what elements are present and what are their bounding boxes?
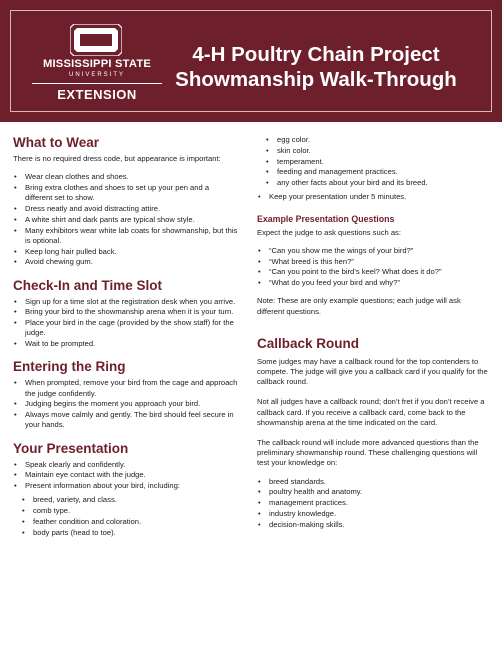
callback-heading: Callback Round	[257, 335, 360, 351]
list-item: • breed standards.	[257, 477, 489, 487]
presentation-list	[13, 460, 238, 492]
list-item: • comb type.	[13, 506, 238, 516]
left-column	[13, 134, 238, 539]
list-item: • Keep your presentation under 5 minutes.	[257, 192, 489, 202]
what-to-wear-list	[13, 172, 238, 267]
list-item: • Present information about your bird, including:	[13, 481, 238, 491]
check-in-list	[13, 297, 238, 350]
header-banner	[0, 0, 502, 122]
list-item: • skin color.	[257, 146, 489, 156]
list-item: • Speak clearly and confidently.	[13, 460, 238, 470]
what-to-wear-heading: What to Wear	[13, 135, 100, 150]
title-line-1: 4-H Poultry Chain Project	[192, 43, 440, 66]
list-item: • Maintain eye contact with the judge.	[13, 470, 238, 480]
callback-paragraph-1: Some judges may have a callback round for the top contenders to compete. The judge will give you a callback card if you qualify for the callback round.	[257, 356, 488, 387]
logo-name: MISSISSIPPI STATE	[42, 58, 152, 70]
example-questions-note: Note: These are only example questions; each judge will ask different questions.	[257, 296, 461, 316]
entering-ring-heading: Entering the Ring	[13, 359, 126, 375]
list-item: • Wait to be prompted.	[13, 339, 238, 349]
list-item: • Always move calmly and gently. The bird should feel secure in your hands.	[13, 410, 238, 430]
list-item: • Judging begins the moment you approach your bird.	[13, 399, 238, 409]
list-item: • feather condition and coloration.	[13, 517, 238, 527]
callback-paragraph-3: The callback round will include more advanced questions than the preliminary showmanship round. These challenging questions will test your knowledge on:	[257, 438, 479, 468]
presentation-sublist	[13, 495, 238, 538]
list-item: • “Can you show me the wings of your bird?”	[257, 246, 489, 256]
entering-ring-list	[13, 378, 238, 430]
list-item: • When prompted, remove your bird from the cage and approach the judge confidently.	[13, 378, 238, 398]
list-item: • Dress neatly and avoid distracting attire.	[13, 204, 238, 214]
list-item: • poultry health and anatomy.	[257, 487, 489, 497]
list-item: • Keep long hair pulled back.	[13, 247, 238, 257]
check-in-heading: Check-In and Time Slot	[13, 277, 163, 293]
list-item: • egg color.	[257, 135, 489, 145]
logo-divider	[32, 83, 162, 84]
keep-under-list	[257, 192, 489, 202]
page-title	[166, 42, 466, 92]
example-questions-list	[257, 246, 489, 289]
what-to-wear-intro: There is no required dress code, but appearance is important:	[13, 154, 221, 163]
list-item: • Place your bird in the cage (provided by the show staff) for the judge.	[13, 318, 238, 338]
list-item: • any other facts about your bird and its breed.	[257, 178, 489, 188]
list-item: • “What do you feed your bird and why?”	[257, 278, 489, 288]
list-item: • Sign up for a time slot at the registration desk when you arrive.	[13, 297, 238, 307]
title-line-2: Showmanship Walk-Through	[175, 68, 457, 91]
example-questions-intro: Expect the judge to ask questions such as:	[257, 227, 401, 237]
list-item: • Bring your bird to the showmanship arena when it is your turn.	[13, 307, 238, 317]
list-item: • management practices.	[257, 498, 489, 508]
state-seal-icon	[70, 24, 122, 56]
list-item: • Avoid chewing gum.	[13, 257, 238, 267]
presentation-sublist-continued	[257, 135, 489, 188]
list-item: • “Can you point to the bird’s keel? What does it do?”	[257, 267, 489, 277]
list-item: • “What breed is this hen?”	[257, 257, 489, 267]
list-item: • industry knowledge.	[257, 509, 489, 519]
list-item: • body parts (head to toe).	[13, 528, 238, 538]
msu-extension-logo	[22, 24, 172, 106]
callback-paragraph-2: Not all judges have a callback round; don’t fret if you don’t receive a callback card. If you receive a callback card, come back to the showmanship arena at the time indicated on the card.	[257, 397, 485, 427]
logo-university: UNIVERSITY	[68, 72, 125, 78]
list-item: • Bring extra clothes and shoes to set up your pen and a different set to show.	[13, 183, 238, 203]
list-item: • A white shirt and dark pants are typical show style.	[13, 215, 238, 225]
right-column	[257, 134, 489, 531]
logo-extension: EXTENSION	[57, 87, 137, 102]
callback-list	[257, 477, 489, 530]
presentation-heading: Your Presentation	[13, 440, 129, 456]
example-questions-heading: Example Presentation Questions	[257, 213, 395, 224]
list-item: • Wear clean clothes and shoes.	[13, 172, 238, 182]
list-item: • temperament.	[257, 157, 489, 167]
list-item: • decision-making skills.	[257, 520, 489, 530]
list-item: • feeding and management practices.	[257, 167, 489, 177]
list-item: • breed, variety, and class.	[13, 495, 238, 505]
list-item: • Many exhibitors wear white lab coats for showmanship, but this is optional.	[13, 226, 238, 246]
